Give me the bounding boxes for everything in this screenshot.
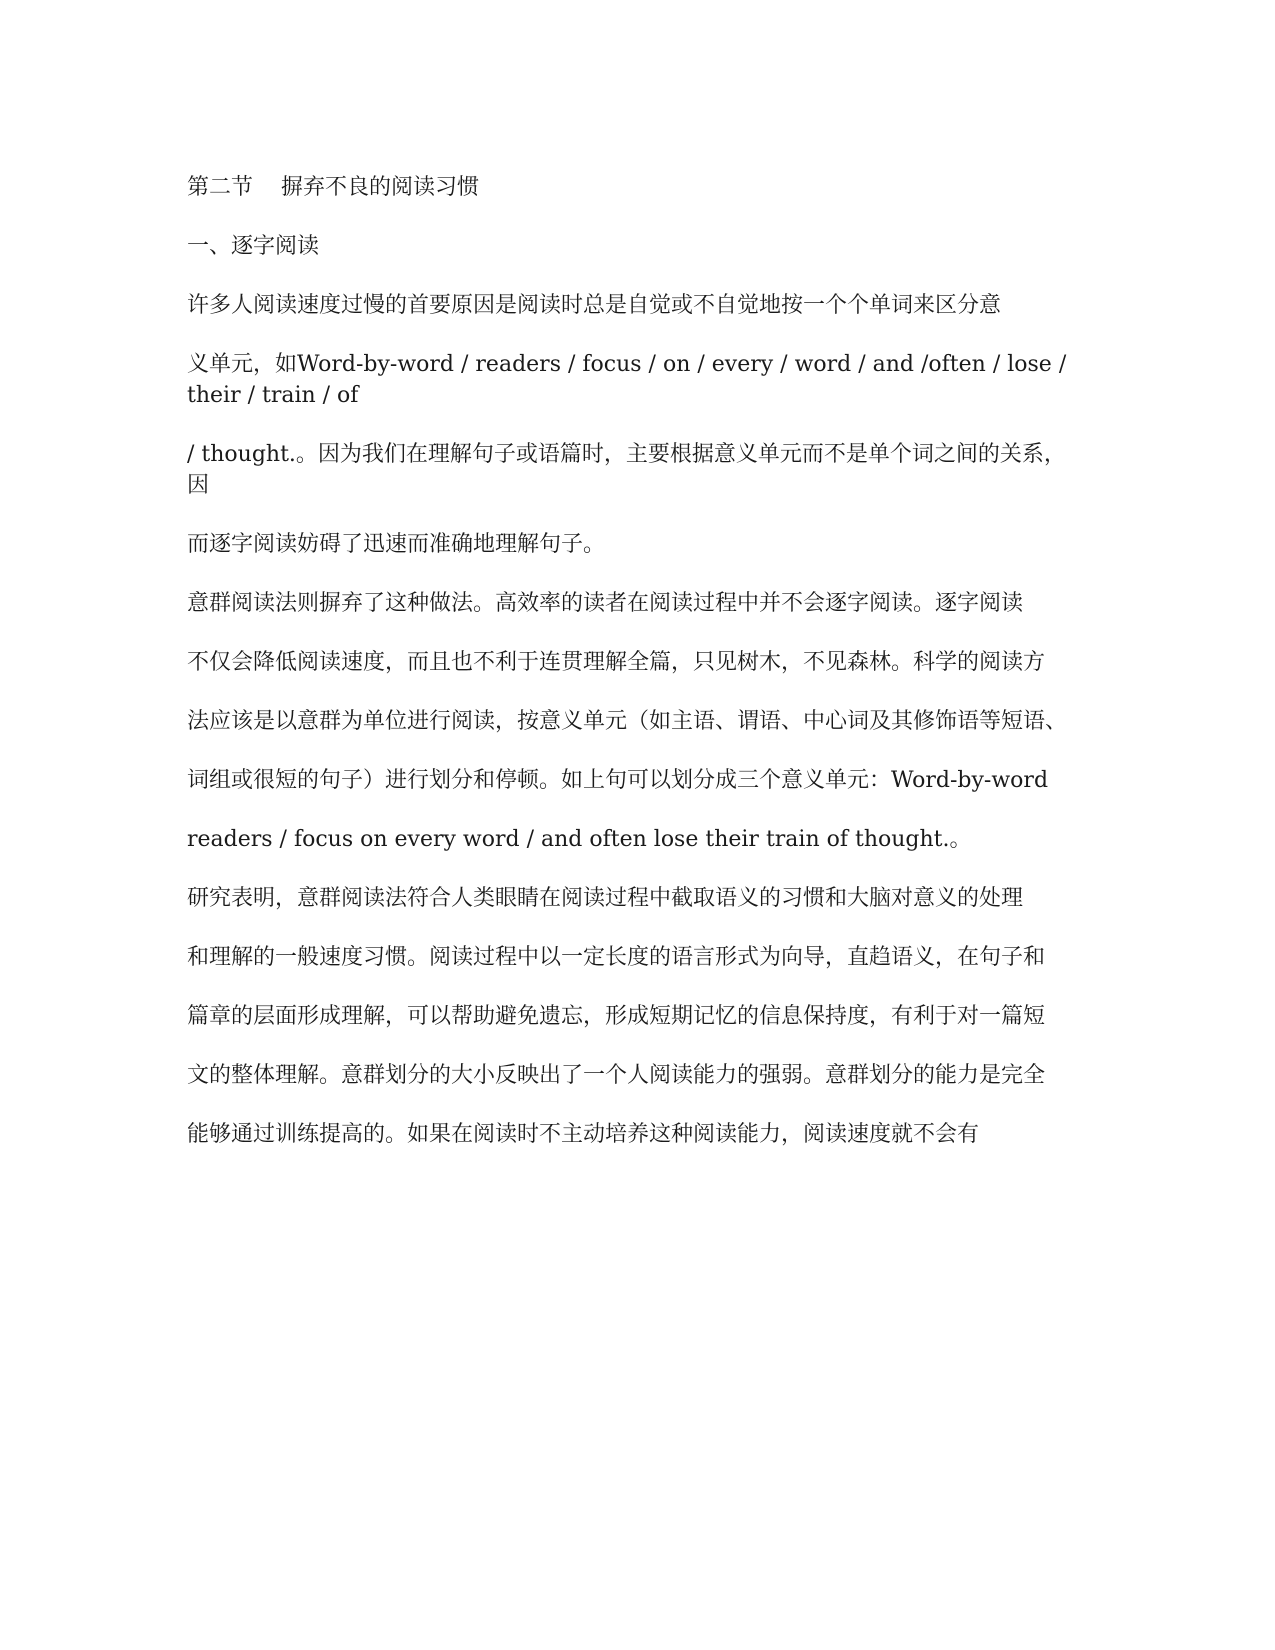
paragraph-line: 而逐字阅读妨碍了迅速而准确地理解句子。: [187, 532, 606, 557]
paragraph-line: / thought.。因为我们在理解句子或语篇时，主要根据意义单元而不是单个词之间的关系，因: [187, 442, 1066, 498]
subsection-heading: 一、逐字阅读: [187, 234, 320, 259]
paragraph-line: 许多人阅读速度过慢的首要原因是阅读时总是自觉或不自觉地按一个个单词来区分意: [187, 293, 1002, 318]
paragraph-line: 不仅会降低阅读速度，而且也不利于连贯理解全篇，只见树木，不见森林。科学的阅读方: [187, 650, 1046, 675]
paragraph-line: 篇章的层面形成理解，可以帮助避免遗忘，形成短期记忆的信息保持度，有利于对一篇短: [187, 1004, 1046, 1029]
paragraph-line: 研究表明，意群阅读法符合人类眼睛在阅读过程中截取语义的习惯和大脑对意义的处理: [187, 886, 1024, 911]
paragraph-line: 文的整体理解。意群划分的大小反映出了一个人阅读能力的强弱。意群划分的能力是完全: [187, 1063, 1046, 1088]
paragraph-line: readers / focus on every word / and often lose their train of thought.。: [187, 827, 972, 852]
paragraph-line: 词组或很短的句子）进行划分和停顿。如上句可以划分成三个意义单元：Word-by-word: [187, 768, 1049, 793]
paragraph-line: 义单元，如Word-by-word / readers / focus / on / every / word / and /often / lose / their / train / of: [187, 352, 1067, 408]
paragraph-line: 和理解的一般速度习惯。阅读过程中以一定长度的语言形式为向导，直趋语义，在句子和: [187, 945, 1046, 970]
document-body: [187, 172, 1087, 1150]
section-title: 第二节 摒弃不良的阅读习惯: [187, 175, 479, 200]
paragraph-line: 意群阅读法则摒弃了这种做法。高效率的读者在阅读过程中并不会逐字阅读。逐字阅读: [187, 591, 1024, 616]
paragraph-line: 法应该是以意群为单位进行阅读，按意义单元（如主语、谓语、中心词及其修饰语等短语、: [187, 709, 1068, 734]
paragraph-line: 能够通过训练提高的。如果在阅读时不主动培养这种阅读能力，阅读速度就不会有: [187, 1122, 980, 1147]
